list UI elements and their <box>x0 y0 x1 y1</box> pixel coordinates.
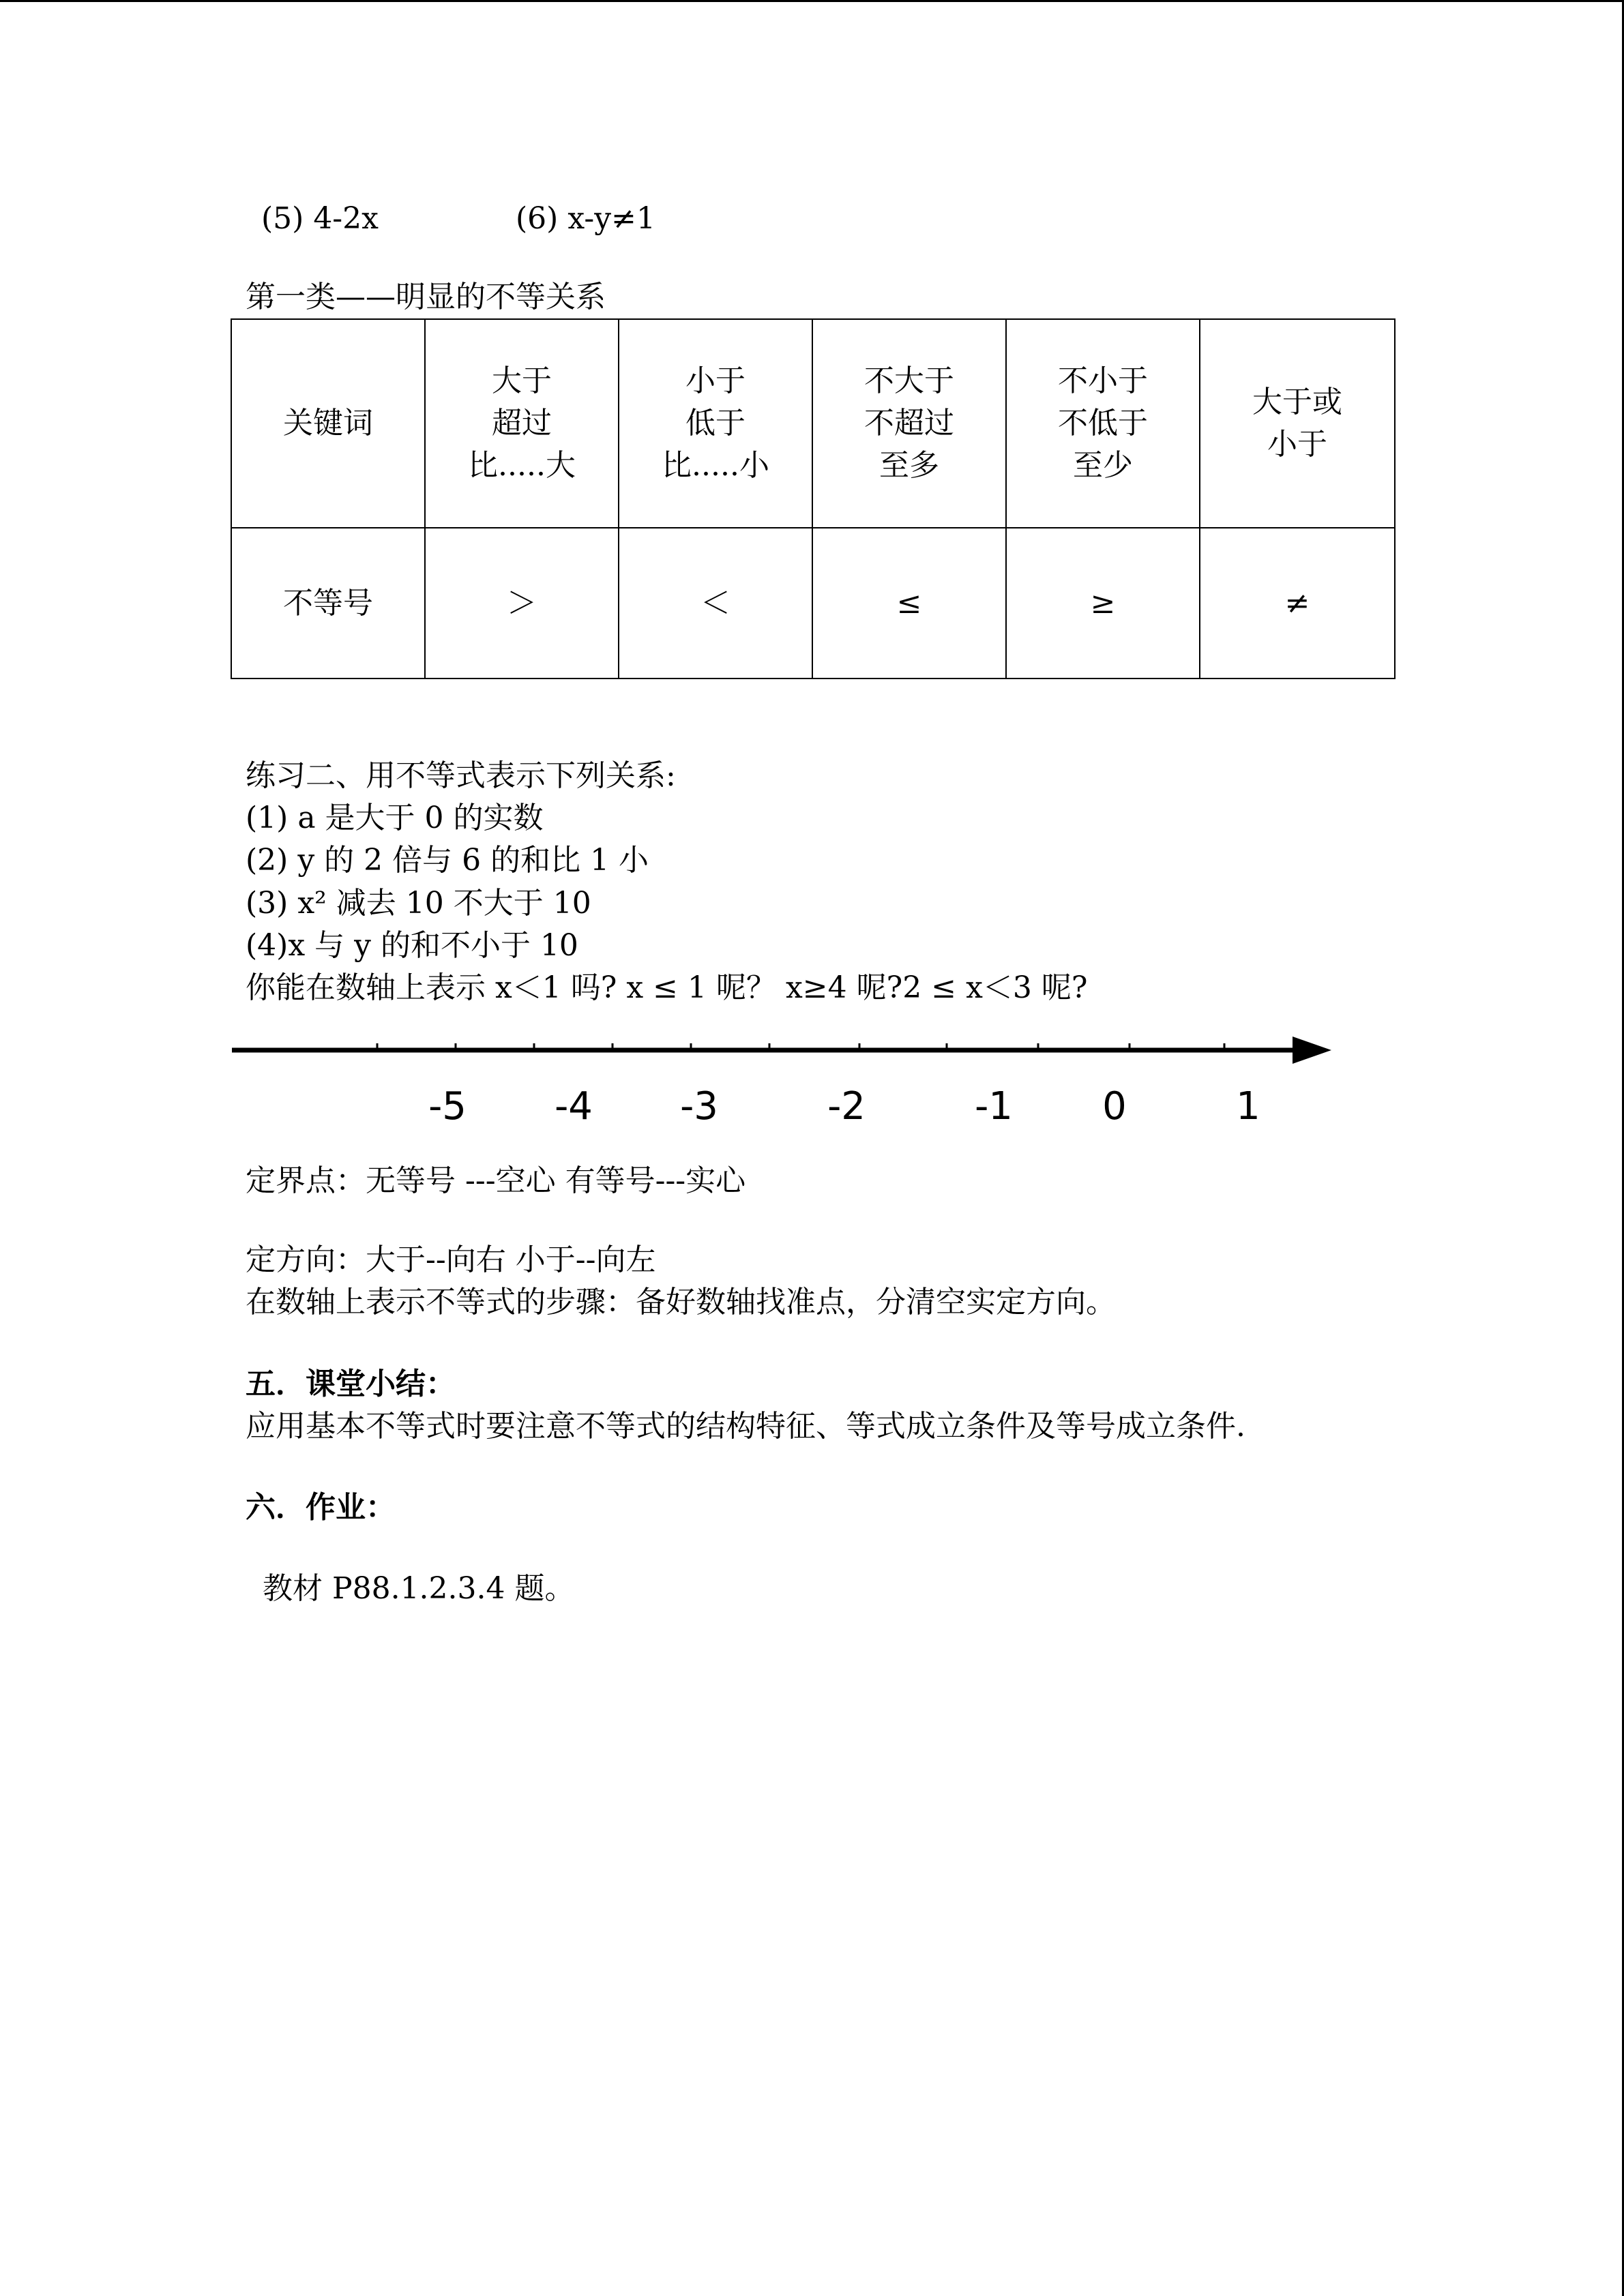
endpoint-rule: 定界点：无等号 ---空心 有等号---实心 <box>246 1163 746 1198</box>
symbol-cell-not-equal: ≠ <box>1200 528 1395 679</box>
symbol-cell-less-equal: ≤ <box>812 528 1006 679</box>
number-line-question: 你能在数轴上表示 x＜1 吗? x ≤ 1 呢？ x≥4 呢?2 ≤ x＜3 呢? <box>246 970 1088 1005</box>
summary-text: 应用基本不等式时要注意不等式的结构特征、等式成立条件及等号成立条件. <box>246 1409 1245 1444</box>
row-header-keywords: 关键词 <box>231 319 425 528</box>
row-header-symbols: 不等号 <box>231 528 425 679</box>
symbol-cell-greater-equal: ≥ <box>1006 528 1200 679</box>
symbol-cell-greater: ＞ <box>425 528 619 679</box>
practice-item-2: (2) y 的 2 倍与 6 的和比 1 小 <box>246 843 649 878</box>
homework-text: 教材 P88.1.2.3.4 题。 <box>263 1571 575 1606</box>
exercise-item-5: (5) 4-2x <box>261 201 379 236</box>
practice-item-1: (1) a 是大于 0 的实数 <box>246 801 544 835</box>
axis-label-1: 1 <box>1236 1084 1260 1129</box>
number-line-arrowhead <box>1293 1037 1331 1064</box>
page-top-border <box>0 0 1624 2</box>
inequality-keyword-table <box>231 318 1396 679</box>
homework-heading: 六．作业： <box>246 1490 396 1525</box>
axis-label-neg5: -5 <box>428 1084 467 1129</box>
keyword-cell-greater: 大于 超过 比.....大 <box>425 319 619 528</box>
keyword-cell-not-equal: 大于或 小于 <box>1200 319 1395 528</box>
keyword-row <box>231 319 1395 528</box>
symbol-row <box>231 528 1395 679</box>
exercise-item-6: (6) x-y≠1 <box>516 201 655 236</box>
table-caption: 第一类——明显的不等关系 <box>246 280 606 314</box>
axis-label-neg2: -2 <box>827 1084 866 1129</box>
keyword-cell-less: 小于 低于 比.....小 <box>619 319 812 528</box>
practice-title: 练习二、用不等式表示下列关系: <box>246 758 676 793</box>
number-line <box>232 1023 1337 1139</box>
keyword-cell-not-less: 不小于 不低于 至少 <box>1006 319 1200 528</box>
axis-label-0: 0 <box>1102 1084 1127 1129</box>
number-line-steps: 在数轴上表示不等式的步骤：备好数轴找准点，分清空实定方向。 <box>246 1285 1116 1320</box>
summary-heading: 五．课堂小结： <box>246 1367 456 1401</box>
axis-label-neg3: -3 <box>680 1084 718 1129</box>
axis-label-neg1: -1 <box>975 1084 1013 1129</box>
symbol-cell-less: ＜ <box>619 528 812 679</box>
keyword-cell-not-greater: 不大于 不超过 至多 <box>812 319 1006 528</box>
direction-rule: 定方向：大于--向右 小于--向左 <box>246 1242 656 1277</box>
axis-label-neg4: -4 <box>555 1084 593 1129</box>
practice-item-4: (4)x 与 y 的和不小于 10 <box>246 928 578 963</box>
practice-item-3: (3) x² 减去 10 不大于 10 <box>246 886 591 921</box>
